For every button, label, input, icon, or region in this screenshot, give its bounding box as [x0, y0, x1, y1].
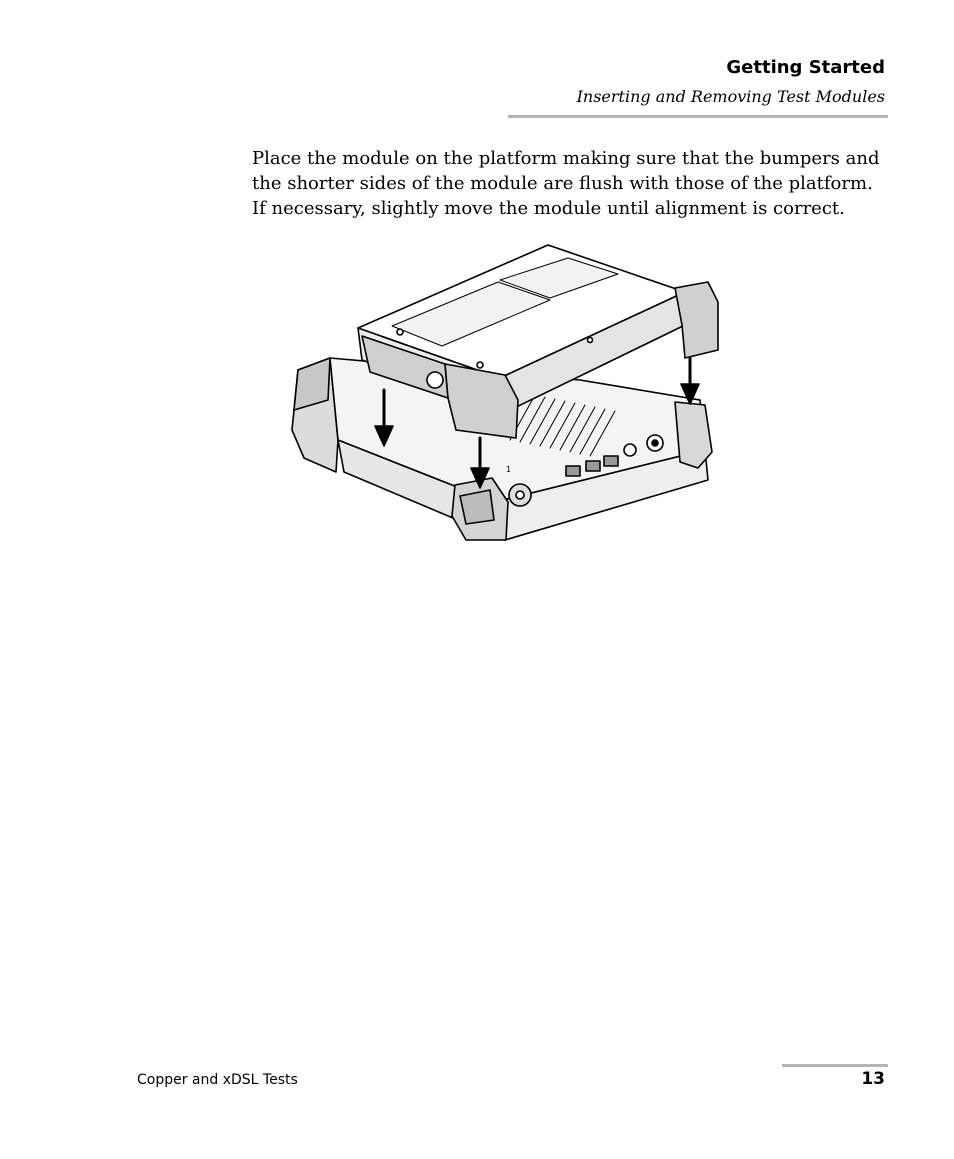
instruction-paragraph: Place the module on the platform making sure that the bumpers and the shorter sides of the module are flush with those of the platform. If necessary, slightly move the module until alignment is correct. [252, 148, 880, 219]
page-number: 13 [861, 1069, 885, 1089]
header-divider [508, 115, 888, 118]
connector-label: 1 [506, 465, 512, 474]
document-title: Copper and xDSL Tests [137, 1072, 298, 1088]
chapter-title: Getting Started [726, 57, 885, 78]
module-insertion-illustration [280, 240, 730, 550]
section-title: Inserting and Removing Test Modules [576, 87, 885, 106]
footer-divider [782, 1064, 888, 1067]
